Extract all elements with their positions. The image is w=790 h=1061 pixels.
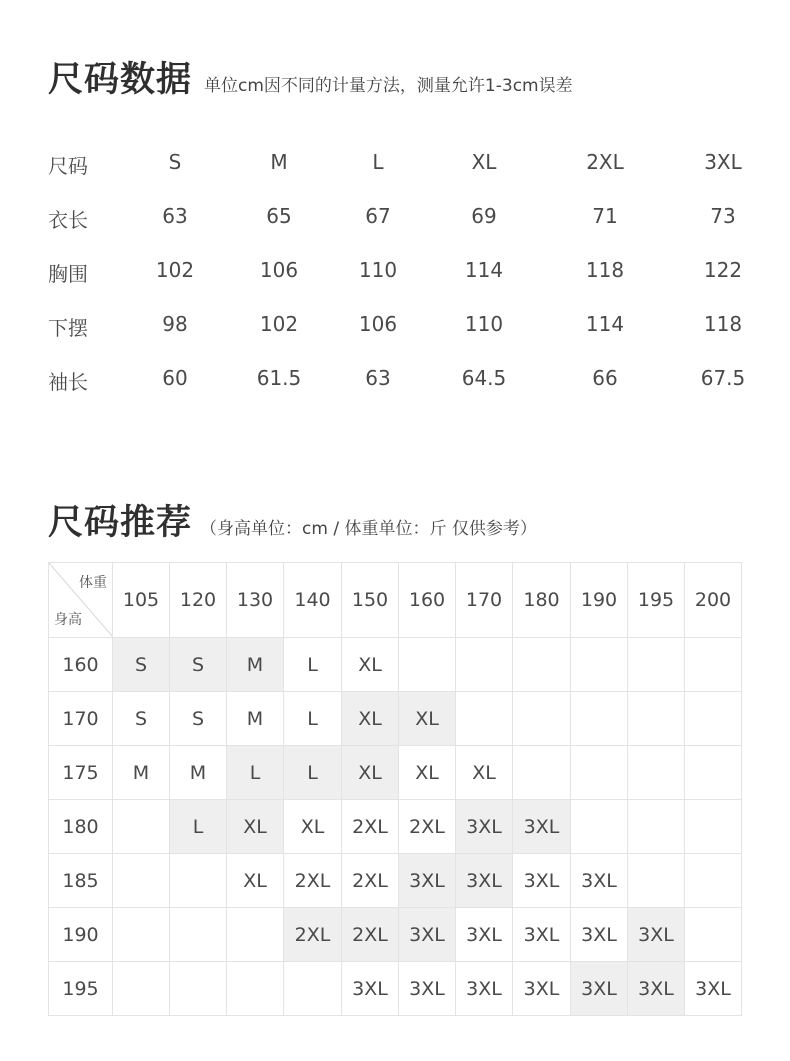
size-row-label: 胸围 [48,262,88,286]
size-recommend-cell [113,962,170,1016]
size-cell: 106 [259,258,299,282]
size-cell: 67 [365,204,391,228]
size-recommend-cell: 3XL [628,908,685,962]
weight-header-cell: 150 [342,563,399,638]
size-data-row [0,190,790,244]
size-cell: 110 [358,258,398,282]
weight-header-cell: 200 [685,563,742,638]
size-header-row [0,136,790,190]
size-cell: 102 [155,258,195,282]
size-recommend-cell [227,962,284,1016]
size-recommend-cell: S [170,638,227,692]
size-recommend-cell: 3XL [513,908,571,962]
height-row [49,638,742,692]
size-recommend-cell [571,692,628,746]
size-recommend-cell: L [284,746,342,800]
size-cell: 118 [585,258,625,282]
size-recommend-cell: 3XL [571,962,628,1016]
size-recommend-cell [571,638,628,692]
size-recommend-cell: 3XL [399,854,456,908]
size-data-row [0,298,790,352]
size-cell: 106 [358,312,398,336]
weight-header-cell: 180 [513,563,571,638]
size-cell: 122 [703,258,743,282]
size-recommend-cell: L [170,800,227,854]
size-recommend-cell: 3XL [456,854,513,908]
size-recommend-cell [571,800,628,854]
size-recommend-cell [170,908,227,962]
size-recommend-cell: S [113,692,170,746]
size-recommend-cell [456,692,513,746]
height-label-cell: 185 [49,854,113,908]
size-recommend-cell [685,854,742,908]
size-recommend-cell [113,854,170,908]
size-recommend-note: （身高单位：cm / 体重单位：斤 仅供参考） [200,519,537,539]
size-recommend-cell: 3XL [685,962,742,1016]
size-recommend-cell: S [170,692,227,746]
size-recommend-cell [227,908,284,962]
size-recommend-cell [399,638,456,692]
size-recommend-cell [628,800,685,854]
size-recommend-cell: L [284,692,342,746]
size-row-label: 衣长 [48,208,88,232]
size-cell: 63 [162,204,188,228]
size-data-note: 单位cm因不同的计量方法，测量允许1-3cm误差 [204,76,573,96]
size-recommend-cell [628,746,685,800]
size-recommend-cell: 3XL [513,800,571,854]
size-recommend-cell [571,746,628,800]
weight-header-row [49,563,742,638]
size-recommend-cell: L [227,746,284,800]
weight-header-cell: 130 [227,563,284,638]
size-recommend-cell: 3XL [399,908,456,962]
size-cell: 63 [365,366,391,390]
height-label-cell: 190 [49,908,113,962]
size-recommend-cell: 2XL [284,854,342,908]
weight-header-cell: 160 [399,563,456,638]
weight-header-cell: 190 [571,563,628,638]
size-recommend-cell [113,800,170,854]
height-label-cell: 195 [49,962,113,1016]
size-cell: 114 [464,258,504,282]
size-recommend-table [48,562,742,1016]
size-cell: 66 [592,366,618,390]
height-row [49,692,742,746]
size-cell: 118 [703,312,743,336]
height-row [49,962,742,1016]
size-recommend-cell: L [284,638,342,692]
size-recommend-cell [170,962,227,1016]
size-recommend-cell: M [227,638,284,692]
weight-header-cell: 195 [628,563,685,638]
height-row [49,746,742,800]
size-cell: S [168,150,182,174]
size-cell: 2XL [586,150,624,174]
size-recommend-cell [628,854,685,908]
corner-weight-label: 体重 [79,575,107,591]
height-label-cell: 160 [49,638,113,692]
weight-header-cell: 120 [170,563,227,638]
size-recommend-title: 尺码推荐 [48,503,193,543]
size-recommend-cell: M [113,746,170,800]
corner-height-label: 身高 [54,612,82,628]
size-cell: 73 [710,204,736,228]
size-cell: XL [471,150,497,174]
size-recommend-cell: XL [342,638,399,692]
size-recommend-cell [685,800,742,854]
size-recommend-cell [685,692,742,746]
size-recommend-cell: 3XL [399,962,456,1016]
size-data-heading [48,52,573,102]
size-recommend-cell [628,692,685,746]
size-recommend-cell [513,692,571,746]
size-recommend-cell: M [170,746,227,800]
size-data-row [0,244,790,298]
size-cell: 64.5 [461,366,507,390]
size-recommend-cell [685,638,742,692]
size-row-label: 尺码 [48,154,88,178]
size-recommend-cell: 3XL [456,800,513,854]
size-recommend-cell [513,638,571,692]
size-cell: L [372,150,384,174]
weight-header-cell: 105 [113,563,170,638]
size-cell: 71 [592,204,618,228]
size-recommend-cell: 2XL [342,854,399,908]
size-recommend-cell: 2XL [399,800,456,854]
height-row [49,908,742,962]
size-recommend-cell: XL [284,800,342,854]
size-recommend-cell: 3XL [571,908,628,962]
size-cell: 110 [464,312,504,336]
size-recommend-cell: 2XL [284,908,342,962]
size-recommend-cell: 3XL [628,962,685,1016]
size-recommend-cell [456,638,513,692]
size-cell: 102 [259,312,299,336]
size-data-row [0,352,790,406]
size-cell: M [270,150,288,174]
size-recommend-cell: XL [227,854,284,908]
height-row [49,800,742,854]
size-recommend-cell: 2XL [342,908,399,962]
size-recommend-cell [685,746,742,800]
size-recommend-cell: 3XL [513,854,571,908]
height-label-cell: 170 [49,692,113,746]
size-cell: 60 [162,366,188,390]
size-recommend-cell [284,962,342,1016]
size-recommend-cell: 3XL [342,962,399,1016]
size-recommend-cell: 3XL [513,962,571,1016]
size-recommend-cell [513,746,571,800]
size-recommend-cell [685,908,742,962]
size-recommend-cell: XL [342,692,399,746]
size-cell: 65 [266,204,292,228]
weight-header-cell: 140 [284,563,342,638]
height-row [49,854,742,908]
height-label-cell: 180 [49,800,113,854]
size-cell: 69 [471,204,497,228]
size-recommend-cell: 3XL [571,854,628,908]
size-data-table [0,136,790,406]
size-cell: 61.5 [256,366,302,390]
size-cell: 114 [585,312,625,336]
size-row-label: 袖长 [48,370,88,394]
height-label-cell: 175 [49,746,113,800]
size-recommend-cell: M [227,692,284,746]
size-cell: 67.5 [700,366,746,390]
size-recommend-cell: 3XL [456,962,513,1016]
size-cell: 3XL [704,150,742,174]
size-recommend-cell: XL [342,746,399,800]
size-row-label: 下摆 [48,316,88,340]
size-recommend-cell [628,638,685,692]
size-recommend-cell [113,908,170,962]
size-cell: 98 [162,312,188,336]
size-recommend-cell: XL [399,692,456,746]
size-recommend-cell: XL [399,746,456,800]
size-data-title: 尺码数据 [48,60,193,100]
grid-corner-cell [49,563,113,638]
weight-header-cell: 170 [456,563,513,638]
size-recommend-cell [170,854,227,908]
size-recommend-cell: XL [456,746,513,800]
size-recommend-cell: S [113,638,170,692]
size-recommend-cell: 2XL [342,800,399,854]
size-recommend-cell: XL [227,800,284,854]
size-recommend-heading [48,495,537,545]
size-recommend-cell: 3XL [456,908,513,962]
